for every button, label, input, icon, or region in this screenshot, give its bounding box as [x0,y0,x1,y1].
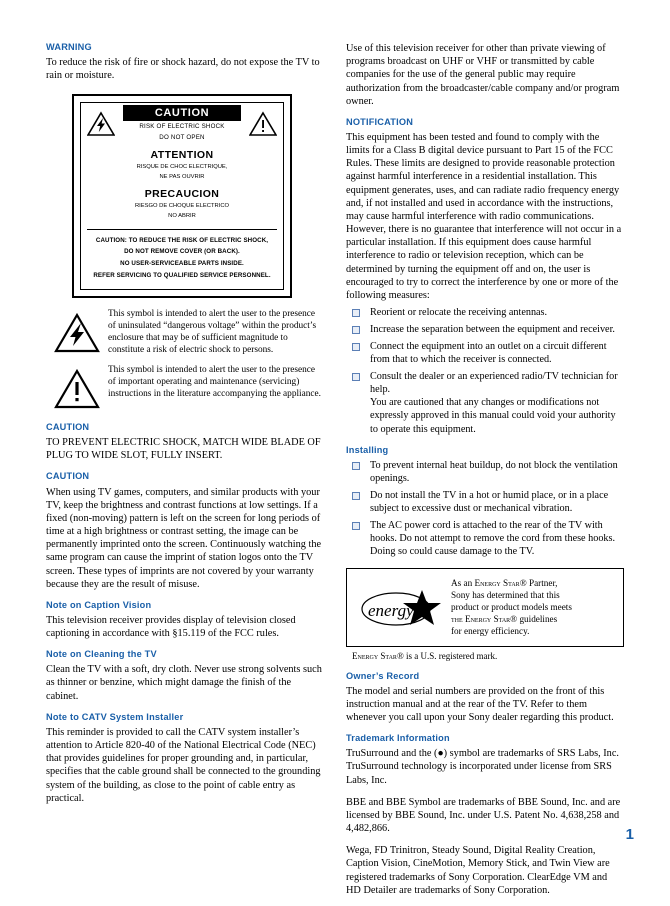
trademark-text-2: BBE and BBE Symbol are trademarks of BBE Sound, Inc. and are licensed by BBE Sound, Inc. under U.S. Patent No. 4,638,258 and 4,482,866. [346,796,621,835]
symbol-explanation-text: This symbol is intended to alert the user to the presence of uninsulated “dangerous voltage” within the product’s enclosure that may be of sufficient magnitude to constitute a risk of electric shock to persons. [108,308,317,356]
energy-star-mark: the Energy Star [451,614,511,625]
energy-star-logo [353,584,451,630]
caption-vision-text: This television receiver provides display of television closed captioning in accordance with §15.119 of the FCC rules. [46,614,296,640]
energy-star-text [451,577,617,638]
lightning-bolt-triangle-icon [46,308,108,354]
list-item-label: Consult the dealer or an experienced radio/TV technician for help. [370,371,618,396]
energy-star-line4-post: ® guidelines [510,614,558,625]
caution-box-inner [80,102,284,289]
cleaning-heading: Note on Cleaning the TV [46,649,157,660]
warning-text: To reduce the risk of fire or shock hazard, do not expose the TV to rain or moisture. [46,57,320,82]
warning-heading: WARNING [46,42,92,52]
caution-plug-heading: CAUTION [46,422,90,433]
exclamation-triangle-icon [243,103,283,145]
precaucion-line-1: RIESGO DE CHOQUE ELECTRICO [134,202,230,209]
list-item: Reorient or relocate the receiving antennas. [346,306,624,319]
list-item: Connect the equipment into an outlet on a circuit different from that to which the receiver is connected. [346,340,624,366]
owners-record-text: The model and serial numbers are provided on the front of this instruction manual and at the rear of the TV. Refer to them whenever you call upon your Sony dealer regarding this product. [346,685,614,723]
catv-installer-heading: Note to CATV System Installer [46,711,184,722]
attention-line-2: NE PAS OUVRIR [159,174,205,181]
lightning-bolt-triangle-icon [81,103,121,145]
energy-star-line3: product or product models meets [451,602,572,613]
caution-title: CAUTION [123,105,241,121]
installing-heading: Installing [346,444,389,455]
energy-star-box [346,568,624,647]
cleaning-text: Clean the TV with a soft, dry cloth. Never use strong solvents such as thinner or benzine, which might damage the finish of the cabinet. [46,664,322,702]
trademark-post: ) symbol are trademarks of SRS Labs, Inc. TruSurround technology is incorporated under license from SRS Labs, Inc. [346,748,619,786]
energy-star-note-text: ® is a U.S. registered mark. [396,650,498,661]
symbol-explanation-text: This symbol is intended to alert the user to the presence of important operating and maintenance (servicing) instructions in the literature accompanying the appliance. [108,365,321,400]
svg-text:energy: energy [368,601,414,621]
right-column [346,42,624,906]
energy-star-line5: for energy efficiency. [451,626,530,637]
symbol-explanation-row [46,364,324,410]
list-item: To prevent internal heat buildup, do not block the ventilation openings. [346,459,624,485]
energy-star-note [352,651,624,661]
caution-footer-line-2: DO NOT REMOVE COVER (OR BACK). [124,248,240,256]
caution-footer-line-4: REFER SERVICING TO QUALIFIED SERVICE PERSONNEL. [93,272,271,279]
caution-subtitle-1: RISK OF ELECTRIC SHOCK [139,123,225,131]
caution-games-heading: CAUTION [46,471,90,482]
trademark-text-3: Wega, FD Trinitron, Steady Sound, Digital Reality Creation, Caption Vision, CineMotion, Memory Stick, and Twin View are registered trademarks of Sony Corporation. ClearEdge VM and HD Detailer are trademarks of Sony Corporation. [346,845,610,896]
notification-measures-list [346,306,624,435]
energy-star-line1-post: ® Partner, [519,577,558,588]
energy-star-line1-pre: As an [451,577,475,588]
circle-dot-icon: ● [437,748,444,760]
exclamation-triangle-icon [46,364,108,410]
energy-star-mark: Energy Star [352,650,397,661]
precaucion-line-2: NO ABRIR [168,213,196,220]
installing-list [346,459,624,558]
caution-box-top [81,103,283,145]
attention-block [81,145,283,184]
trademark-pre: TruSurround and the ( [346,748,438,760]
precaucion-title: PRECAUCION [144,187,220,200]
energy-star-line2: Sony has determined that this [451,590,560,601]
caution-footer-line-1: CAUTION: TO REDUCE THE RISK OF ELECTRIC SHOCK, [95,236,269,244]
private-viewing-text: Use of this television receiver for other than private viewing of programs broadcast on UHF or VHF or transmitted by cable companies for the use of the general public may require authorization from the broadcaster/cable company and/or program owner. [346,43,620,107]
caution-games-text: When using TV games, computers, and similar products with your TV, keep the brightness and contrast functions at low settings. If a fixed (non-moving) pattern is left on the screen for long periods of time at a high brightness or contrast setting, the image can be permanently imprinted onto the screen. Continuously watching the same program can cause the imprint of station logos onto the TV screen. These types of imprints are not covered by your warranty because they are the result of misuse. [46,486,322,590]
caution-footer-line-3: NO USER-SERVICEABLE PARTS INSIDE. [120,260,244,268]
caution-plug-text: TO PREVENT ELECTRIC SHOCK, MATCH WIDE BLADE OF PLUG TO WIDE SLOT, FULLY INSERT. [46,437,321,462]
list-item: Do not install the TV in a hot or humid place, or in a place subject to excessive dust or mechanical vibration. [346,489,624,515]
notification-text: This equipment has been tested and found to comply with the limits for a Class B digital device pursuant to Part 15 of the FCC Rules. These limits are designed to provide reasonable protection against harmful interference in a residential installation. This equipment generates, uses, and can radiate radio frequency energy and, if not installed and used in accordance with the instructions, may cause harmful interference with radio communications. However, there is no guarantee that interference will not occur in a particular installation. If this equipment does cause harmful interference to radio or television reception, which can be determined by turning the equipment off and on, the user is encouraged to try to correct the interference by one or more of the following measures: [346,131,622,301]
owners-record-heading: Owner’s Record [346,670,420,681]
left-column [46,42,324,814]
caption-vision-heading: Note on Caption Vision [46,599,152,610]
notification-footer-text: You are cautioned that any changes or modifications not expressly approved in this manual could void your authority to operate this equipment. [370,397,616,435]
page-number: 1 [625,826,634,843]
trademark-heading: Trademark Information [346,733,450,744]
caution-title-block [121,103,243,145]
caution-symbol-box [72,94,292,297]
caution-subtitle-2: DO NOT OPEN [159,133,205,141]
catv-installer-text: This reminder is provided to call the CATV system installer’s attention to Article 820-40 of the National Electrical Code (NEC) that provides guidelines for proper grounding and, in particular, specifies that the cable ground shall be connected to the grounding system of the building, as close to the point of cable entry as practical. [46,726,321,804]
trademark-text-1 [346,747,624,787]
attention-title: ATTENTION [150,149,214,162]
list-item [346,370,624,435]
symbol-explanation-row [46,308,324,356]
precaucion-block [81,184,283,223]
notification-heading: NOTIFICATION [346,116,414,127]
list-item: Increase the separation between the equipment and receiver. [346,323,624,336]
list-item: The AC power cord is attached to the rear of the TV with hooks. Do not attempt to remove the cord from these hooks. Doing so could cause damage to the TV. [346,519,624,558]
caution-box-footer [81,230,283,289]
energy-star-mark: Energy Star [474,577,520,588]
attention-line-1: RISQUE DE CHOC ELECTRIQUE, [136,164,228,171]
